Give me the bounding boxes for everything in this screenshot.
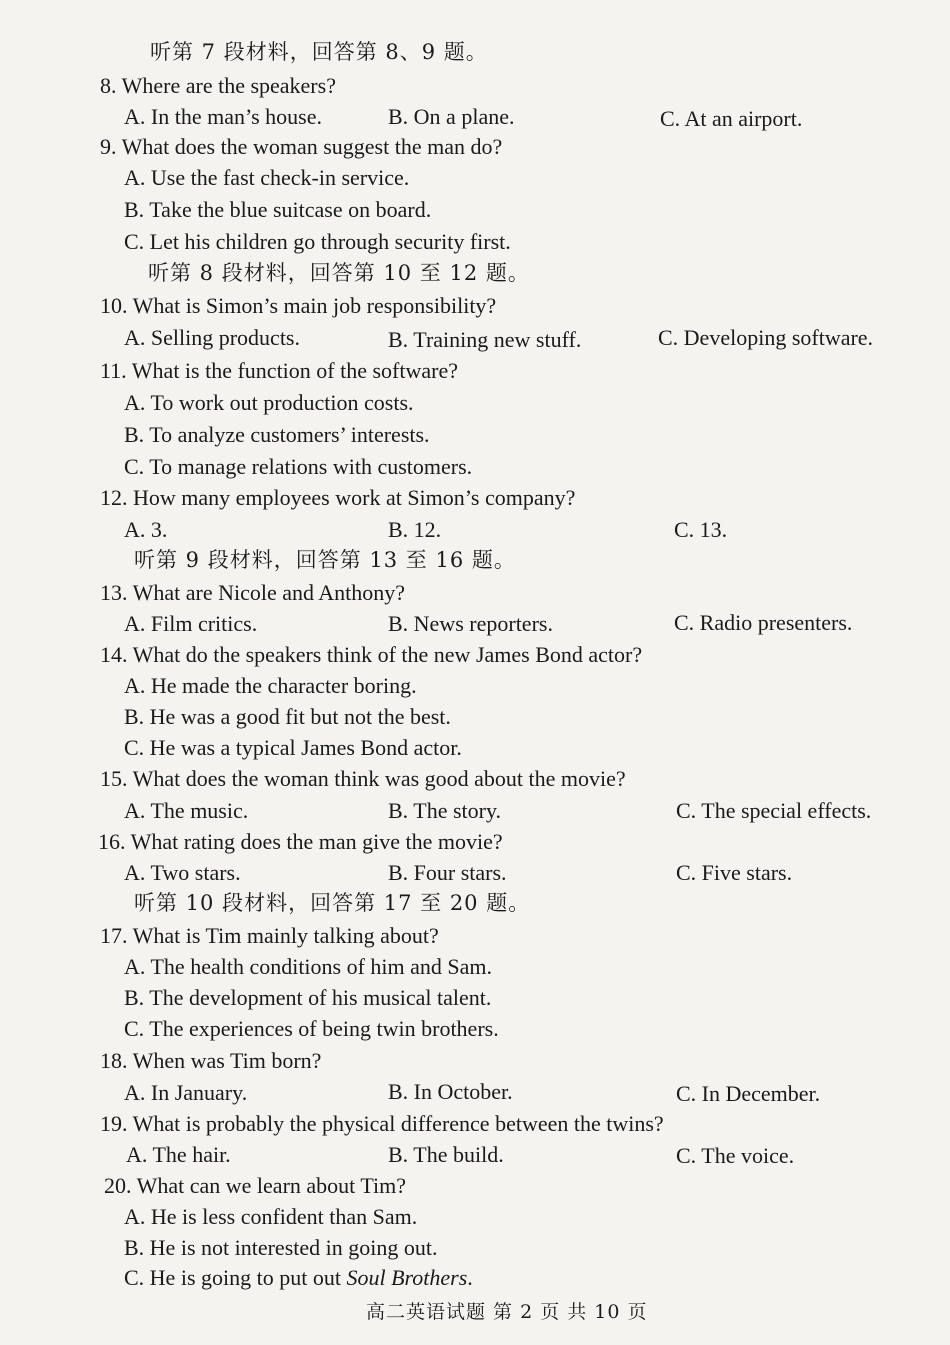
question-8-option-c: C. At an airport. — [660, 106, 803, 131]
question-17-option-a: A. The health conditions of him and Sam. — [124, 954, 493, 979]
question-8-option-a: A. In the man’s house. — [124, 104, 322, 129]
question-15-option-b: B. The story. — [388, 798, 502, 823]
question-11-option-c: C. To manage relations with customers. — [124, 454, 473, 479]
question-19-option-c: C. The voice. — [676, 1143, 795, 1168]
question-20-option-a: A. He is less confident than Sam. — [124, 1204, 418, 1229]
question-12-option-b: B. 12. — [388, 517, 442, 542]
question-8-stem: 8. Where are the speakers? — [100, 73, 336, 98]
question-17-option-c: C. The experiences of being twin brothers. — [124, 1016, 499, 1041]
question-15-stem: 15. What does the woman think was good about the movie? — [100, 766, 626, 791]
question-12-option-a: A. 3. — [124, 517, 168, 542]
section-heading-8: 听第 8 段材料，回答第 10 至 12 题。 — [148, 261, 530, 285]
question-19-option-a: A. The hair. — [126, 1142, 231, 1167]
question-11-option-a: A. To work out production costs. — [124, 390, 414, 415]
question-14-stem: 14. What do the speakers think of the new James Bond actor? — [100, 642, 643, 667]
question-18-option-c: C. In December. — [676, 1081, 821, 1106]
section-heading-9: 听第 9 段材料，回答第 13 至 16 题。 — [134, 548, 516, 572]
question-12-stem: 12. How many employees work at Simon’s company? — [100, 485, 576, 510]
question-10-option-b: B. Training new stuff. — [388, 327, 582, 352]
section-heading-7: 听第 7 段材料，回答第 8、9 题。 — [150, 40, 488, 64]
question-8-option-b: B. On a plane. — [388, 104, 515, 129]
question-9-option-b: B. Take the blue suitcase on board. — [124, 197, 432, 222]
question-9-option-a: A. Use the fast check-in service. — [124, 165, 410, 190]
page-footer: 高二英语试题 第 2 页 共 10 页 — [366, 1301, 648, 1323]
question-16-option-a: A. Two stars. — [124, 860, 241, 885]
question-13-option-c: C. Radio presenters. — [674, 610, 853, 635]
question-20-option-c — [124, 1264, 473, 1292]
question-20-stem: 20. What can we learn about Tim? — [104, 1173, 407, 1198]
question-20-option-c-title: Soul Brothers — [346, 1265, 468, 1290]
question-17-stem: 17. What is Tim mainly talking about? — [100, 923, 439, 948]
question-11-option-b: B. To analyze customers’ interests. — [124, 422, 430, 447]
question-20-option-c-prefix: C. He is going to put out — [124, 1265, 347, 1290]
question-9-option-c: C. Let his children go through security first. — [124, 229, 511, 254]
question-16-option-b: B. Four stars. — [388, 860, 507, 885]
question-10-stem: 10. What is Simon’s main job responsibility? — [100, 293, 497, 318]
question-13-option-a: A. Film critics. — [124, 611, 258, 636]
question-9-stem: 9. What does the woman suggest the man do? — [100, 134, 503, 159]
question-11-stem: 11. What is the function of the software? — [100, 358, 459, 383]
question-13-stem: 13. What are Nicole and Anthony? — [100, 580, 406, 605]
question-14-option-b: B. He was a good fit but not the best. — [124, 704, 451, 729]
question-19-option-b: B. The build. — [388, 1142, 504, 1167]
question-16-stem: 16. What rating does the man give the movie? — [98, 829, 503, 854]
question-20-option-c-suffix: . — [467, 1265, 473, 1290]
question-16-option-c: C. Five stars. — [676, 860, 793, 885]
question-15-option-a: A. The music. — [124, 798, 249, 823]
question-17-option-b: B. The development of his musical talent. — [124, 985, 492, 1010]
question-15-option-c: C. The special effects. — [676, 798, 872, 823]
question-18-stem: 18. When was Tim born? — [100, 1048, 322, 1073]
question-19-stem: 19. What is probably the physical difference between the twins? — [100, 1111, 664, 1136]
section-heading-10: 听第 10 段材料，回答第 17 至 20 题。 — [134, 891, 531, 915]
question-13-option-b: B. News reporters. — [388, 611, 553, 636]
question-18-option-a: A. In January. — [124, 1080, 248, 1105]
question-18-option-b: B. In October. — [388, 1079, 513, 1104]
question-14-option-a: A. He made the character boring. — [124, 673, 417, 698]
question-10-option-a: A. Selling products. — [124, 325, 300, 350]
question-12-option-c: C. 13. — [674, 517, 728, 542]
question-14-option-c: C. He was a typical James Bond actor. — [124, 735, 462, 760]
question-20-option-b: B. He is not interested in going out. — [124, 1235, 438, 1260]
question-10-option-c: C. Developing software. — [658, 325, 874, 350]
